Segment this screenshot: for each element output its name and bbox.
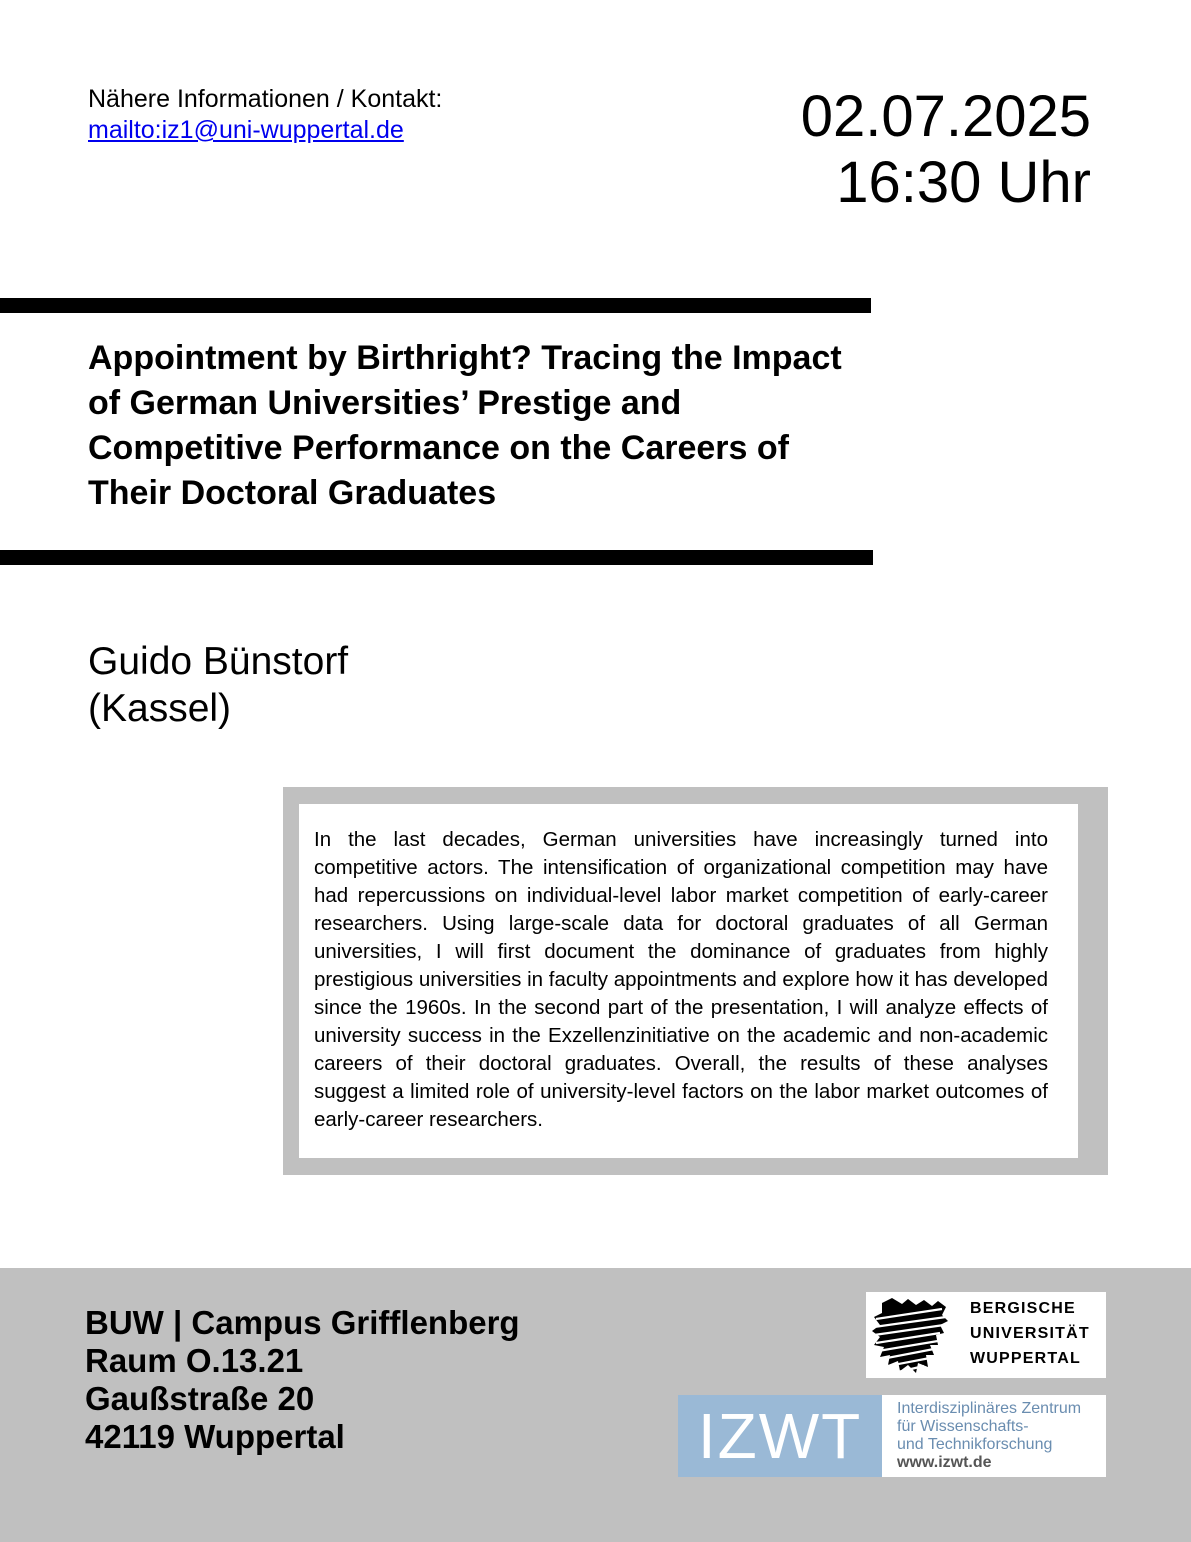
izwt-mark: IZWT (678, 1395, 882, 1477)
event-date: 02.07.2025 (800, 84, 1091, 149)
izwt-logo (678, 1395, 1106, 1477)
footer (0, 1268, 1191, 1542)
event-datetime (801, 84, 1091, 216)
speaker-name: Guido Bünstorf (88, 640, 349, 683)
buw-logo (866, 1292, 1106, 1378)
abstract-inner (299, 804, 1078, 1158)
izwt-wordmark (897, 1400, 1081, 1472)
izwt-line-1: Interdisziplinäres Zentrum (897, 1400, 1082, 1417)
speaker-block (88, 638, 348, 732)
speaker-affiliation: (Kassel) (88, 687, 232, 730)
buw-line-1: BERGISCHE (970, 1300, 1076, 1317)
venue-campus: BUW | Campus Grifflenberg (85, 1304, 520, 1341)
venue-city: 42119 Wuppertal (85, 1418, 345, 1455)
contact-block (88, 84, 442, 146)
buw-line-2: UNIVERSITÄT (970, 1325, 1090, 1342)
title-rule-top (0, 298, 871, 313)
lion-emblem-icon (868, 1295, 958, 1375)
contact-label: Nähere Informationen / Kontakt: (88, 85, 443, 113)
izwt-website: www.izwt.de (897, 1454, 992, 1471)
abstract-text: In the last decades, German universities have increasingly turned into competitive actors. The intensification of organizational competition may have had repercussions on individual-level labor market competition of early-career researchers. Using large-scale data for doctoral graduates of all German universities, I will first document the dominance of graduates from highly prestigious universities in faculty appointments and explore how it has developed since the 1960s. In the second part of the presentation, I will analyze effects of university success in the Exzellenzinitiative on the academic and non-academic careers of their doctoral graduates. Overall, the results of these analyses suggest a limited role of university-level factors on the labor market outcomes of early-career researchers. (314, 828, 1048, 1131)
title-rule-bottom (0, 550, 873, 565)
talk-title: Appointment by Birthright? Tracing the Impact of German Universities’ Prestige and Competitive Performance on the Careers of Their Doctoral Graduates (88, 339, 842, 512)
venue-address (85, 1304, 520, 1456)
izwt-line-3: und Technikforschung (897, 1436, 1053, 1453)
venue-room: Raum O.13.21 (85, 1342, 304, 1379)
venue-street: Gaußstraße 20 (85, 1380, 315, 1417)
event-time: 16:30 Uhr (836, 150, 1091, 215)
abstract-box (283, 787, 1108, 1175)
izwt-line-2: für Wissenschafts- (897, 1418, 1029, 1435)
buw-wordmark (970, 1296, 1090, 1371)
contact-email-link[interactable]: mailto:iz1@uni-wuppertal.de (88, 116, 404, 144)
buw-line-3: WUPPERTAL (970, 1350, 1081, 1367)
